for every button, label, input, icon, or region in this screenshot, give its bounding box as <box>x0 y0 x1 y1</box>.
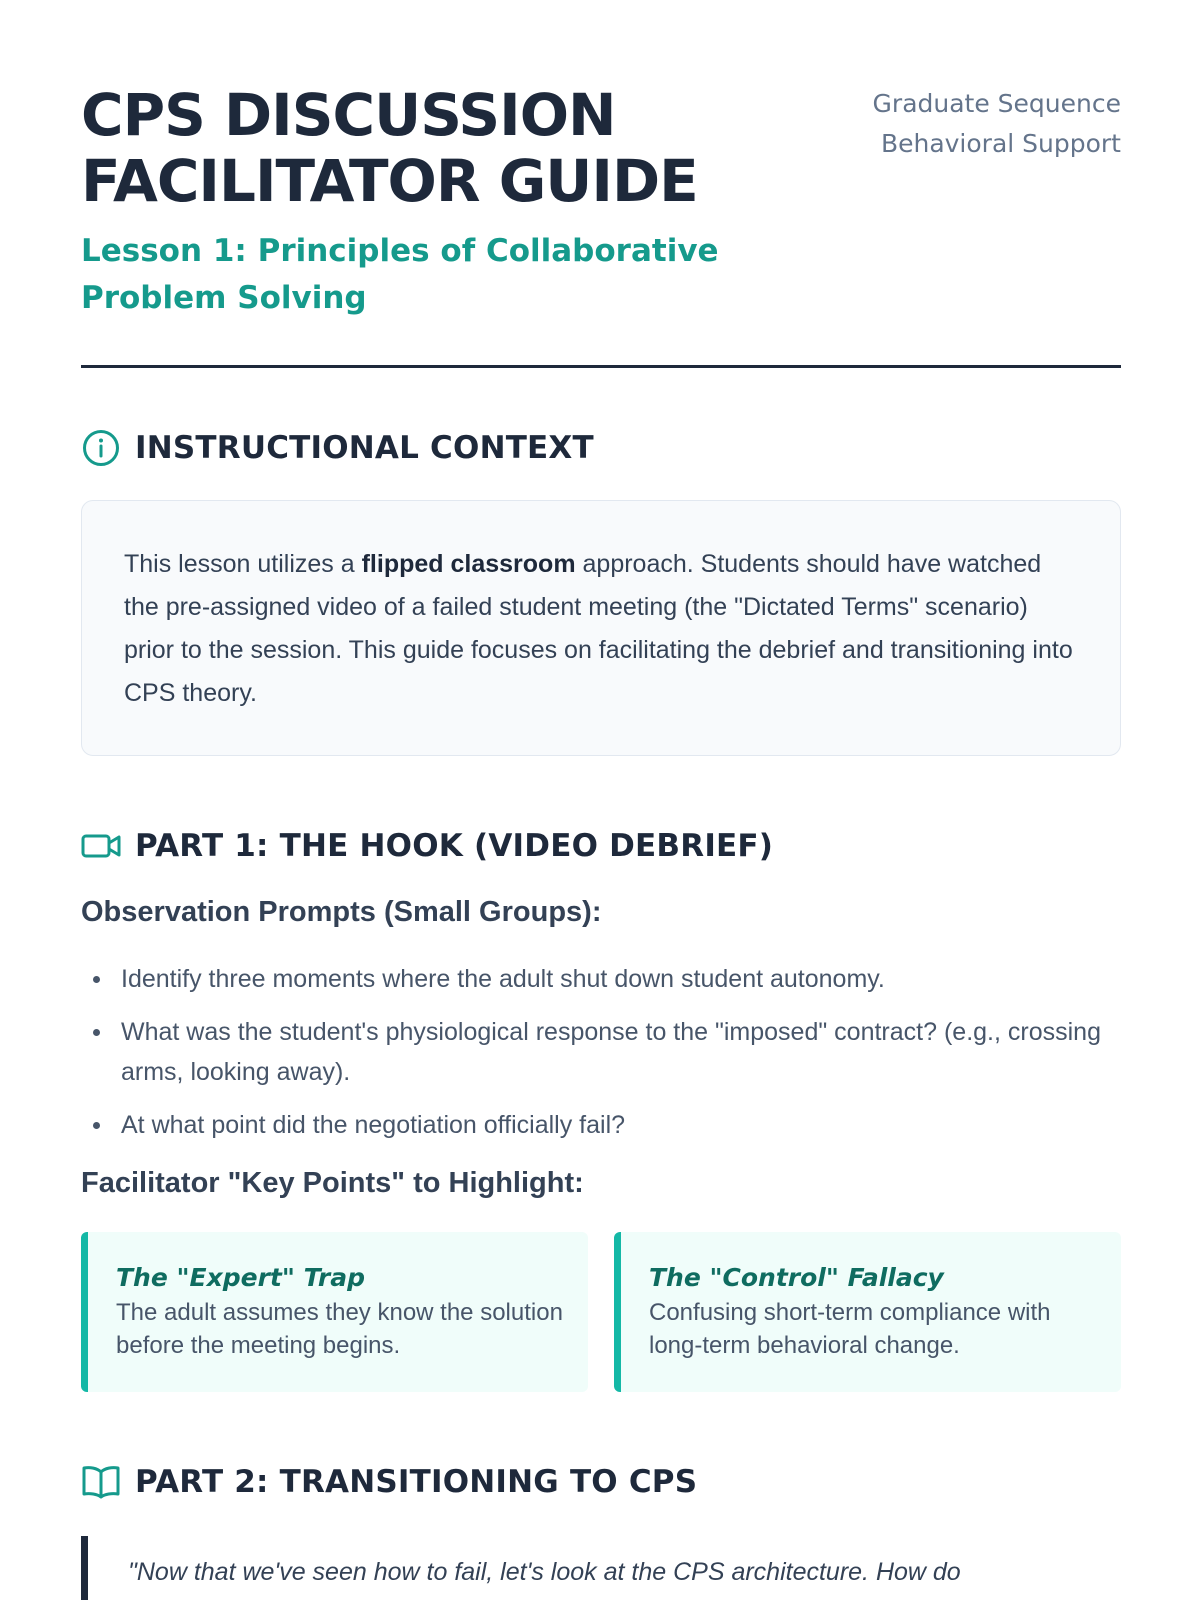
meta-department: Behavioral Support <box>880 129 1121 158</box>
context-box <box>81 500 1121 756</box>
context-heading-text: INSTRUCTIONAL CONTEXT <box>135 430 594 466</box>
document-header <box>81 0 1121 370</box>
title-line-2: FACILITATOR GUIDE <box>81 147 698 215</box>
list-item: At what point did the negotiation officially fail? <box>81 1105 1121 1145</box>
info-icon <box>81 428 121 468</box>
title-line-1: CPS DISCUSSION <box>81 81 616 149</box>
part-2-heading-text: PART 2: TRANSITIONING TO CPS <box>135 1464 698 1500</box>
book-icon <box>81 1462 121 1502</box>
page-title <box>81 82 801 214</box>
part-2-section <box>81 1460 1121 1600</box>
context-heading <box>81 426 1121 470</box>
document-meta <box>873 84 1121 164</box>
meta-sequence: Graduate Sequence <box>872 89 1121 118</box>
header-divider <box>81 365 1121 368</box>
key-point-title: The "Expert" Trap <box>116 1263 365 1292</box>
list-item: Identify three moments where the adult shut down student autonomy. <box>81 959 1121 999</box>
part-1-heading <box>81 824 1121 868</box>
key-point-title: The "Control" Fallacy <box>649 1263 944 1292</box>
lesson-subtitle: Lesson 1: Principles of Collaborative Problem Solving <box>81 233 719 316</box>
part-1-heading-text: PART 1: THE HOOK (VIDEO DEBRIEF) <box>135 828 774 864</box>
key-point-body: Confusing short-term compliance with long-term behavioral change. <box>649 1299 1051 1359</box>
list-item: What was the student's physiological response to the "imposed" contract? (e.g., crossing arms, looking away). <box>81 1012 1121 1092</box>
context-text-start: This lesson utilizes a <box>124 550 362 578</box>
document-page <box>81 0 1121 1600</box>
transition-quote: "Now that we've seen how to fail, let's look at the CPS architecture. How do <box>81 1536 1121 1600</box>
key-point-body: The adult assumes they know the solution before the meeting begins. <box>116 1299 563 1359</box>
observation-prompts-heading: Observation Prompts (Small Groups): <box>81 896 602 928</box>
key-points-cards <box>81 1232 1121 1392</box>
context-text-emphasis: flipped classroom <box>361 550 576 578</box>
context-text-end: approach. Students should have watched the pre-assigned video of a failed student meeting (the "Dictated Terms" scenario) prior to the session. This guide focuses on facilitating the debrief and transitioning into CPS theory. <box>124 550 1073 707</box>
part-1-section <box>81 824 1121 1392</box>
instructional-context-section <box>81 426 1121 756</box>
observation-prompts-list <box>81 959 1121 1145</box>
video-icon <box>81 826 121 866</box>
key-point-card <box>614 1232 1121 1392</box>
part-2-heading <box>81 1460 1121 1504</box>
key-point-card <box>81 1232 588 1392</box>
key-points-heading: Facilitator "Key Points" to Highlight: <box>81 1167 584 1199</box>
